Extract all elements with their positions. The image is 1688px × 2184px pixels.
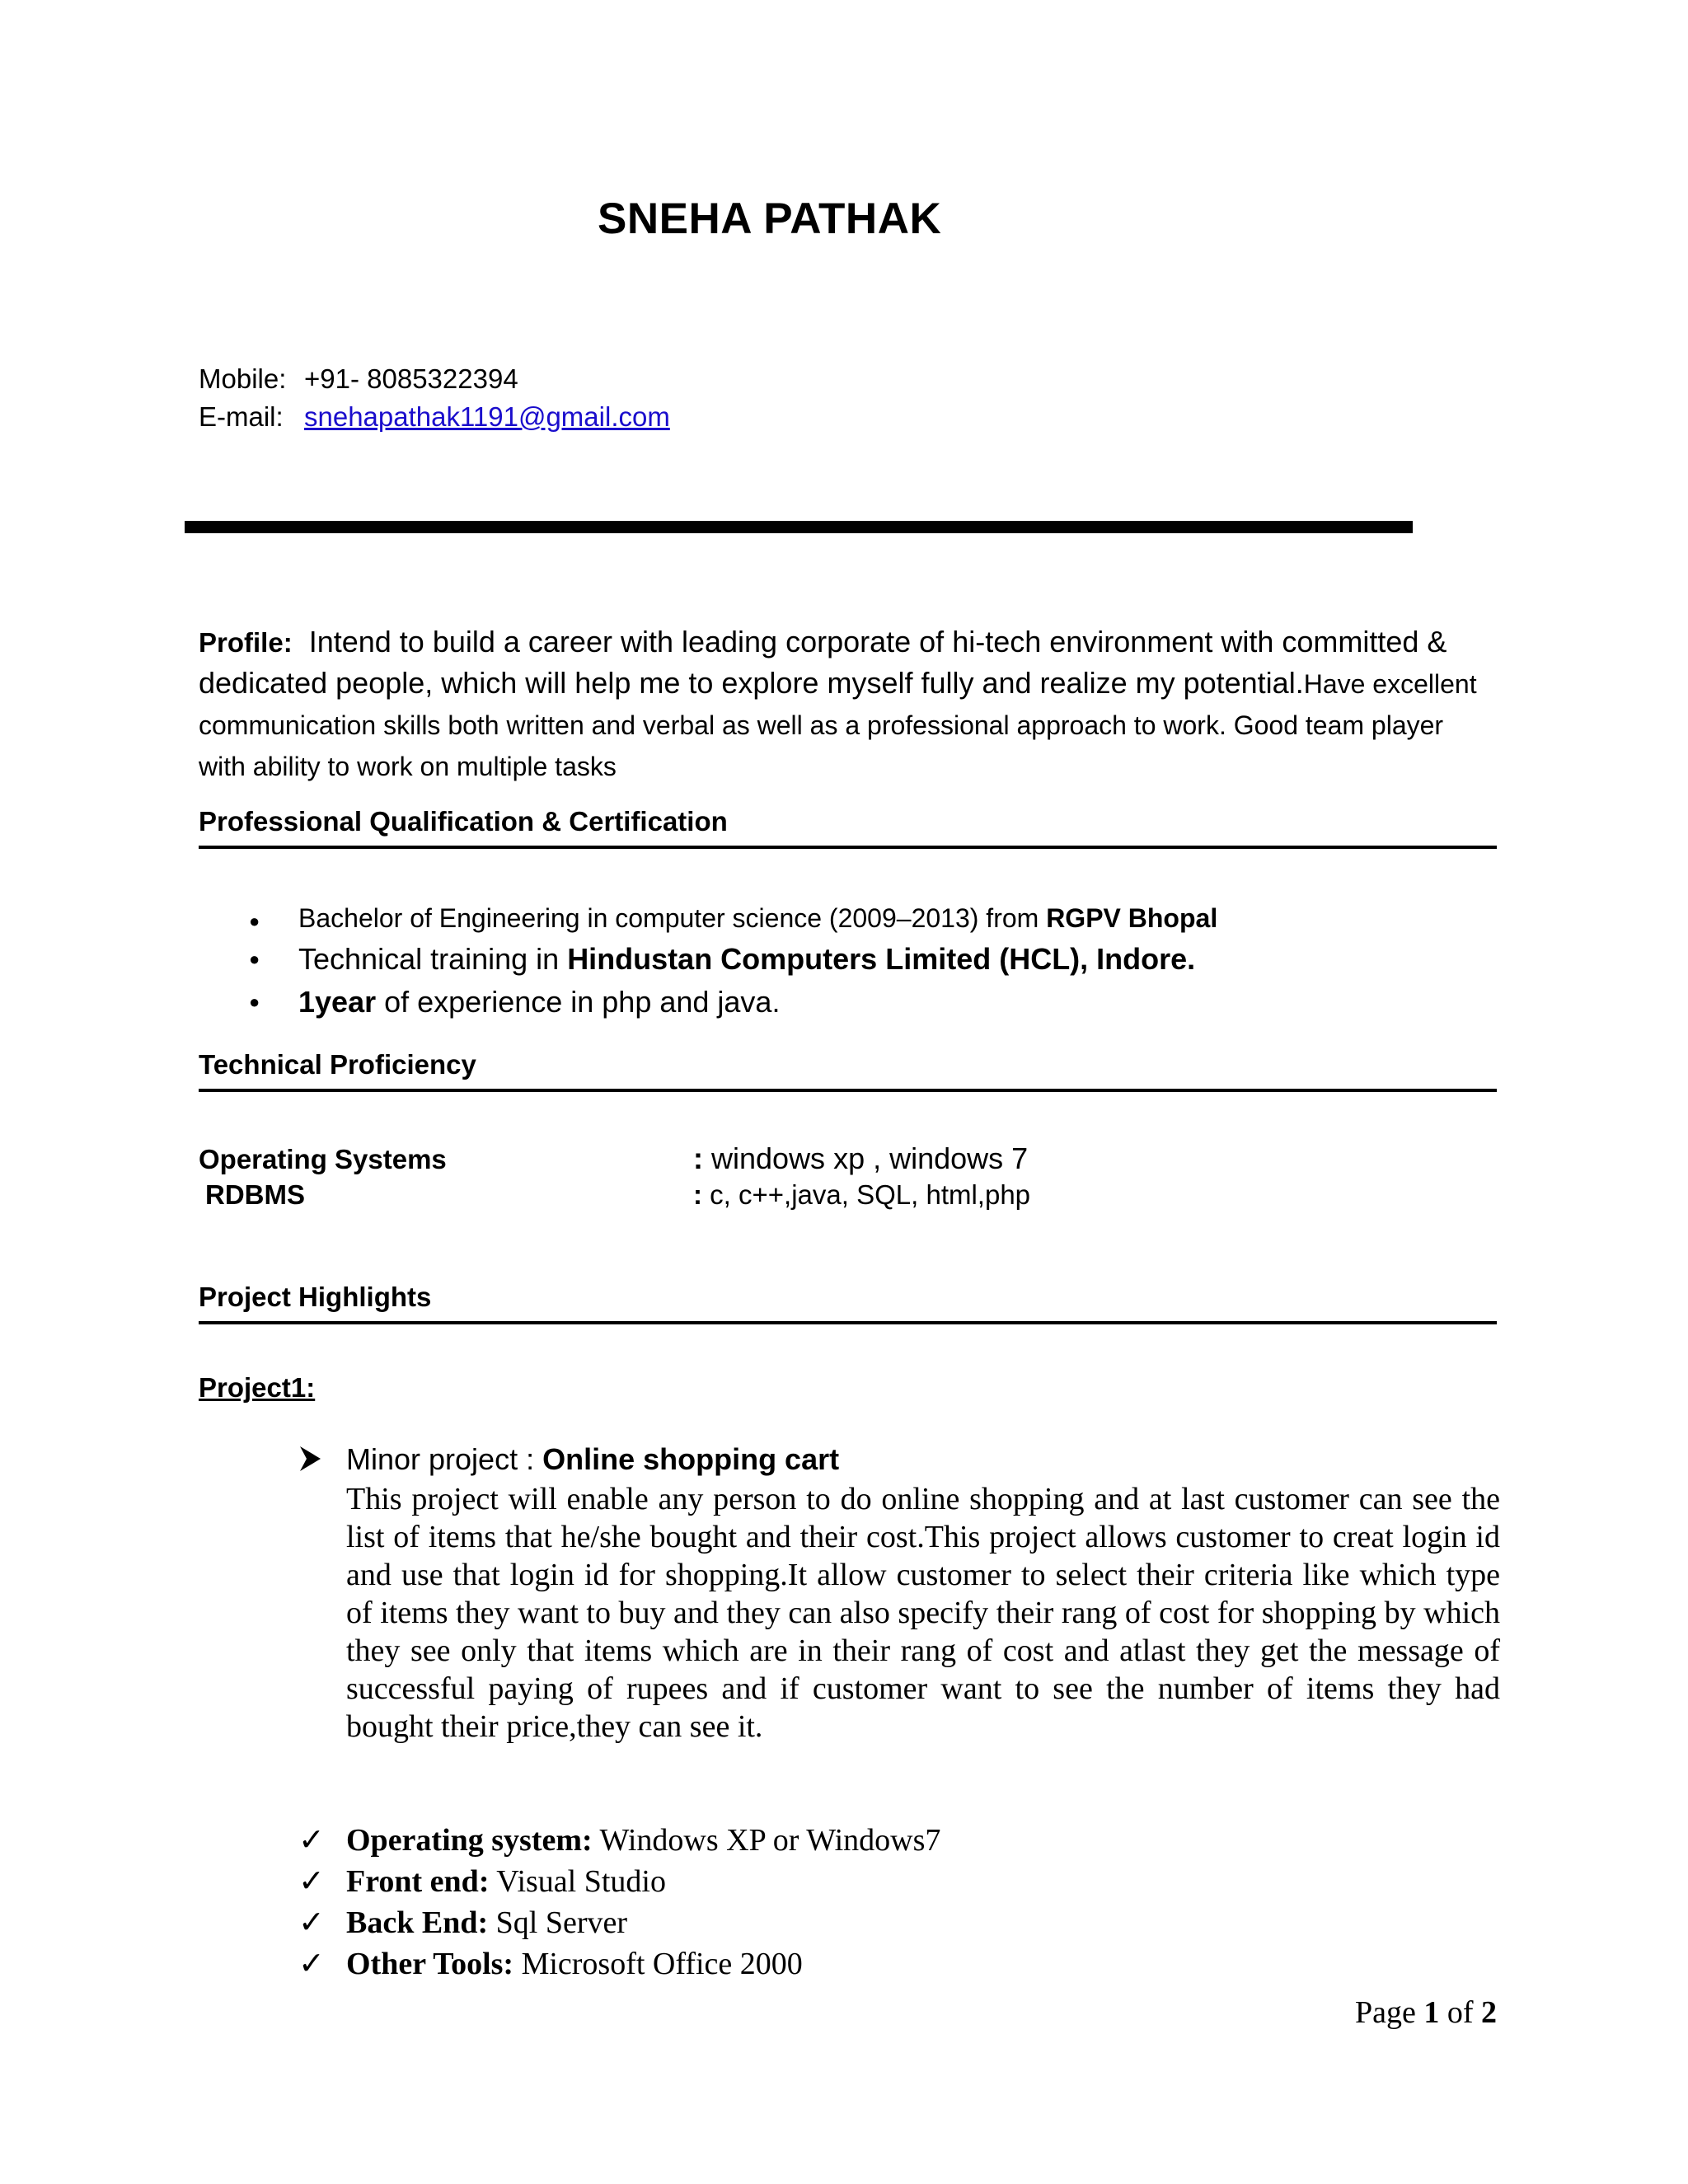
email-label: E-mail: (199, 401, 284, 432)
profile-section (199, 621, 1497, 786)
list-item (249, 898, 1217, 939)
qualification-item-text: of experience in php and java. (376, 985, 781, 1019)
tech-colon: : (693, 1141, 703, 1175)
detail-label: Operating system: (346, 1823, 593, 1858)
email-link[interactable]: snehapathak1191@gmail.com (304, 401, 670, 432)
page-prefix: Page (1354, 1995, 1424, 2030)
page-current: 1 (1423, 1995, 1440, 2030)
project-description: This project will enable any person to do online shopping and at last customer can see the list of items that he/she bought and their cost.This project allows customer to creat login id and use that login id for shopping.It allow customer to select their criteria like which type of items they want to buy and they can also specify their rang of cost for shopping by which they see only that items which are in their rang of cost and atlast they get the message of successful paying of rupees and if customer want to see the number of items they had bought their price,they can see it. (346, 1482, 1500, 1744)
list-item (298, 1861, 666, 1902)
detail-value: Microsoft Office 2000 (513, 1947, 803, 1981)
qualification-item-text: Bachelor of Engineering in computer science (2009–2013) from (298, 903, 1047, 933)
project1-label: Project1: (199, 1372, 316, 1403)
arrow-bullet-icon (298, 1444, 348, 1474)
mobile-line (199, 363, 518, 395)
profile-text-small: Have excellent communication skills both written and verbal as well as a professional approach to work. Good team player with ability to work on multiple tasks (199, 669, 1477, 781)
tech-label: RDBMS (205, 1179, 305, 1210)
header-divider (185, 521, 1413, 533)
tech-label: Operating Systems (199, 1144, 447, 1174)
tech-value: windows xp , windows 7 (703, 1141, 1029, 1175)
qualification-item-bold: Hindustan Computers Limited (HCL), Indore. (567, 942, 1196, 976)
projects-rule (199, 1321, 1497, 1324)
mobile-label: Mobile: (199, 363, 287, 394)
email-line (199, 401, 670, 433)
tech-colon: : (693, 1179, 702, 1210)
profile-label: Profile: (199, 627, 293, 658)
minor-project-title: Online shopping cart (542, 1442, 840, 1476)
check-mark-icon: ✓ (298, 1905, 325, 1940)
qualification-item-text: Technical training in (298, 942, 568, 976)
technical-title: Technical Proficiency (199, 1049, 476, 1080)
qualification-rule (199, 846, 1497, 849)
detail-label: Front end: (346, 1864, 490, 1899)
check-mark-icon: ✓ (298, 1823, 325, 1858)
detail-label: Other Tools: (346, 1947, 514, 1981)
candidate-name: SNEHA PATHAK (598, 194, 942, 243)
list-item (298, 1902, 627, 1943)
detail-value: Sql Server (488, 1905, 627, 1940)
minor-project-prefix: Minor project : (346, 1442, 543, 1476)
qualification-item-bold: RGPV Bhopal (1046, 903, 1218, 933)
technical-rule (199, 1089, 1497, 1092)
list-item (249, 938, 1195, 981)
qualification-item-bold: 1year (298, 985, 377, 1019)
mobile-value: +91- 8085322394 (304, 363, 518, 394)
detail-label: Back End: (346, 1905, 489, 1940)
check-mark-icon: ✓ (298, 1947, 325, 1981)
list-item (249, 981, 780, 1024)
tech-row-rdbms (205, 1179, 1030, 1211)
projects-title: Project Highlights (199, 1282, 432, 1312)
check-mark-icon: ✓ (298, 1864, 325, 1899)
page-total: 2 (1481, 1995, 1497, 2030)
page-number (1355, 1994, 1497, 2031)
tech-row-os (199, 1141, 1028, 1176)
detail-value: Windows XP or Windows7 (592, 1823, 941, 1858)
qualification-title: Professional Qualification & Certification (199, 806, 728, 837)
profile-text-large: Intend to build a career with leading corporate of hi-tech environment with committed & dedicated people, which will help me to explore myself fully and realize my potential. (199, 625, 1447, 700)
detail-value: Visual Studio (489, 1864, 666, 1899)
list-item (298, 1943, 803, 1985)
page-mid: of (1439, 1995, 1481, 2030)
tech-value: c, c++,java, SQL, html,php (702, 1179, 1031, 1210)
list-item (298, 1820, 940, 1861)
